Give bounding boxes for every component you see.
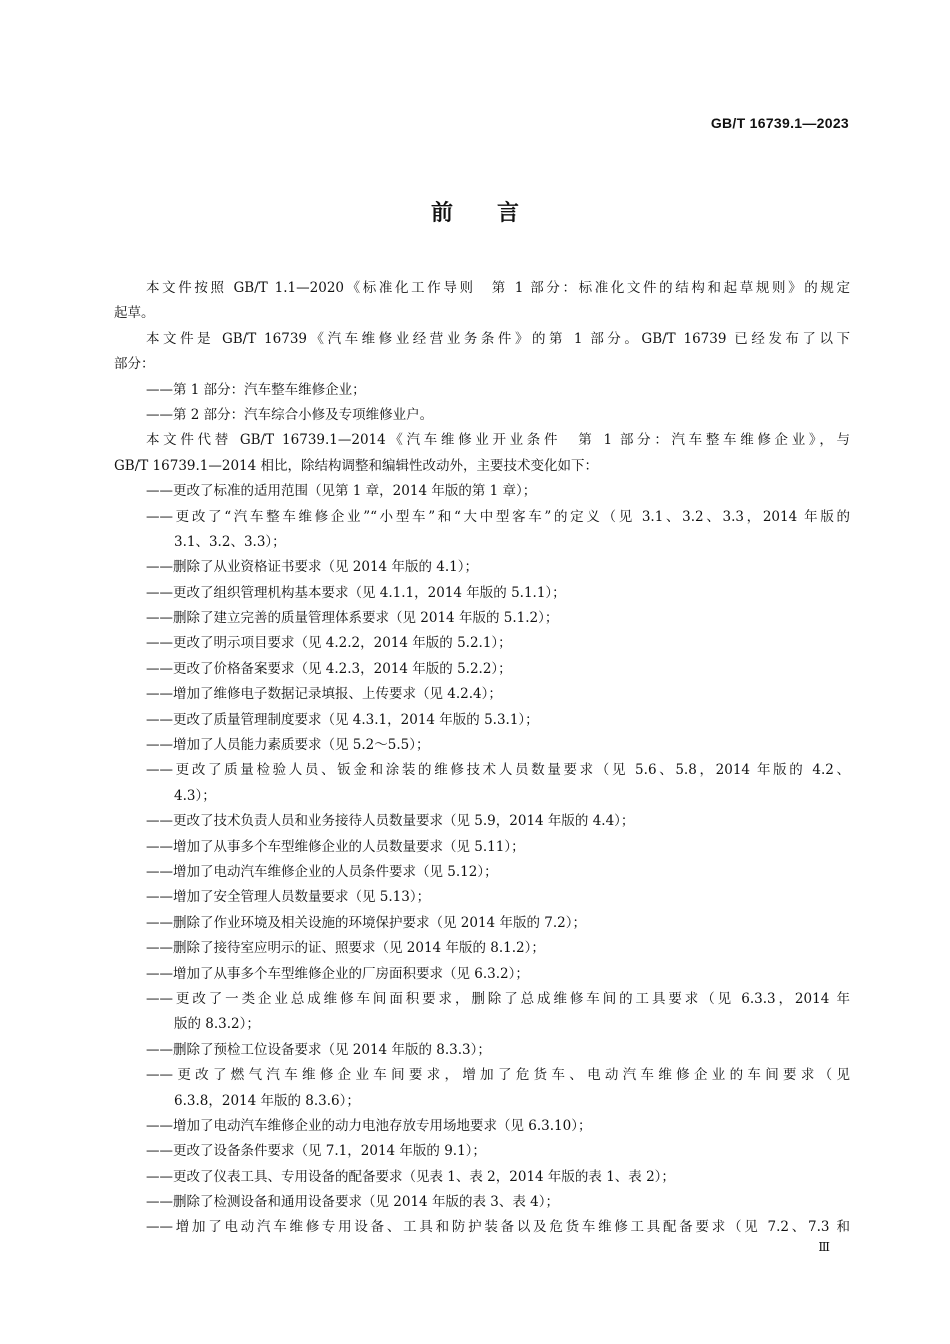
text-line: ——更改了组织管理机构基本要求（见 4.1.1，2014 年版的 5.1.1）； [146,584,566,601]
text-line: ——更改了质量检验人员、钣金和涂装的维修技术人员数量要求（见 5.6、5.8，2014 年版的 4.2、 [146,762,850,779]
text-line: ——更改了一类企业总成维修车间面积要求，删除了总成维修车间的工具要求（见 6.3.3，2014 年 [146,990,850,1007]
text-line: ——删除了从业资格证书要求（见 2014 年版的 4.1）； [146,559,478,576]
text-line: 起草。 [114,305,155,322]
text-line: 6.3.8，2014 年版的 8.3.6）； [174,1092,360,1109]
page-title: 前言 [430,201,563,226]
text-line: ——更改了明示项目要求（见 4.2.2，2014 年版的 5.2.1）； [146,635,512,652]
text-line: ——更改了设备条件要求（见 7.1，2014 年版的 9.1）； [146,1143,486,1160]
page-number: Ⅲ [818,1240,830,1254]
text-line: ——更改了价格备案要求（见 4.2.3，2014 年版的 5.2.2）； [146,660,512,677]
text-line: ——第 1 部分：汽车整车维修企业； [146,381,366,398]
text-line: ——更改了仪表工具、专用设备的配备要求（见表 1、表 2，2014 年版的表 1、表 2）； [146,1168,675,1185]
text-line: 本文件按照 GB/T 1.1—2020《标准化工作导则 第 1 部分：标准化文件的结构和起草规则》的规定 [146,280,850,296]
text-line: ——增加了从事多个车型维修企业的人员数量要求（见 5.11）； [146,838,525,855]
text-line: ——增加了安全管理人员数量要求（见 5.13）； [146,889,431,906]
text-line: ——增加了电动汽车维修专用设备、工具和防护装备以及危货车维修工具配备要求（见 7.2、7.3 和 [146,1219,850,1236]
text-line: ——增加了电动汽车维修企业的人员条件要求（见 5.12）； [146,863,498,880]
text-line: ——更改了质量管理制度要求（见 4.3.1，2014 年版的 5.3.1）； [146,711,539,728]
body-text [114,276,850,1241]
text-line: 部分： [114,356,155,373]
text-line: 本文件代替 GB/T 16739.1—2014《汽车维修业开业条件 第 1 部分：汽车整车维修企业》，与 [146,432,850,449]
text-line: ——删除了建立完善的质量管理体系要求（见 2014 年版的 5.1.2）； [146,610,559,627]
text-line: ——删除了作业环境及相关设施的环境保护要求（见 2014 年版的 7.2）； [146,914,586,931]
text-line: 3.1、3.2、3.3）； [174,533,286,550]
text-line: 版的 8.3.2）； [174,1016,260,1033]
text-line: ——第 2 部分：汽车综合小修及专项维修业户。 [146,406,434,423]
text-line: ——增加了从事多个车型维修企业的厂房面积要求（见 6.3.2）； [146,965,529,982]
text-line: ——更改了标准的适用范围（见第 1 章，2014 年版的第 1 章）； [146,483,537,500]
text-line: 本文件是 GB/T 16739《汽车维修业经营业务条件》的第 1 部分。GB/T 16739 已经发布了以下 [146,330,850,347]
text-line: ——删除了预检工位设备要求（见 2014 年版的 8.3.3）； [146,1041,491,1058]
standard-code: GB/T 16739.1—2023 [710,115,849,131]
text-line: GB/T 16739.1—2014 相比，除结构调整和编辑性改动外，主要技术变化如下： [114,457,599,474]
text-line: ——增加了人员能力素质要求（见 5.2～5.5）； [146,737,430,754]
text-line: ——增加了电动汽车维修企业的动力电池存放专用场地要求（见 6.3.10）； [146,1117,592,1134]
text-line: ——删除了接待室应明示的证、照要求（见 2014 年版的 8.1.2）； [146,940,545,957]
text-line: ——更改了“汽车整车维修企业”“小型车”和“大中型客车”的定义（见 3.1、3.2、3.3，2014 年版的 [146,508,850,525]
text-line: ——增加了维修电子数据记录填报、上传要求（见 4.2.4）； [146,686,502,703]
text-line: ——更改了技术负责人员和业务接待人员数量要求（见 5.9，2014 年版的 4.4）； [146,813,635,830]
text-line: 4.3）； [174,787,216,804]
text-line: ——更改了燃气汽车维修企业车间要求，增加了危货车、电动汽车维修企业的车间要求（见 [146,1067,850,1084]
text-line: ——删除了检测设备和通用设备要求（见 2014 年版的表 3、表 4）； [146,1194,559,1211]
